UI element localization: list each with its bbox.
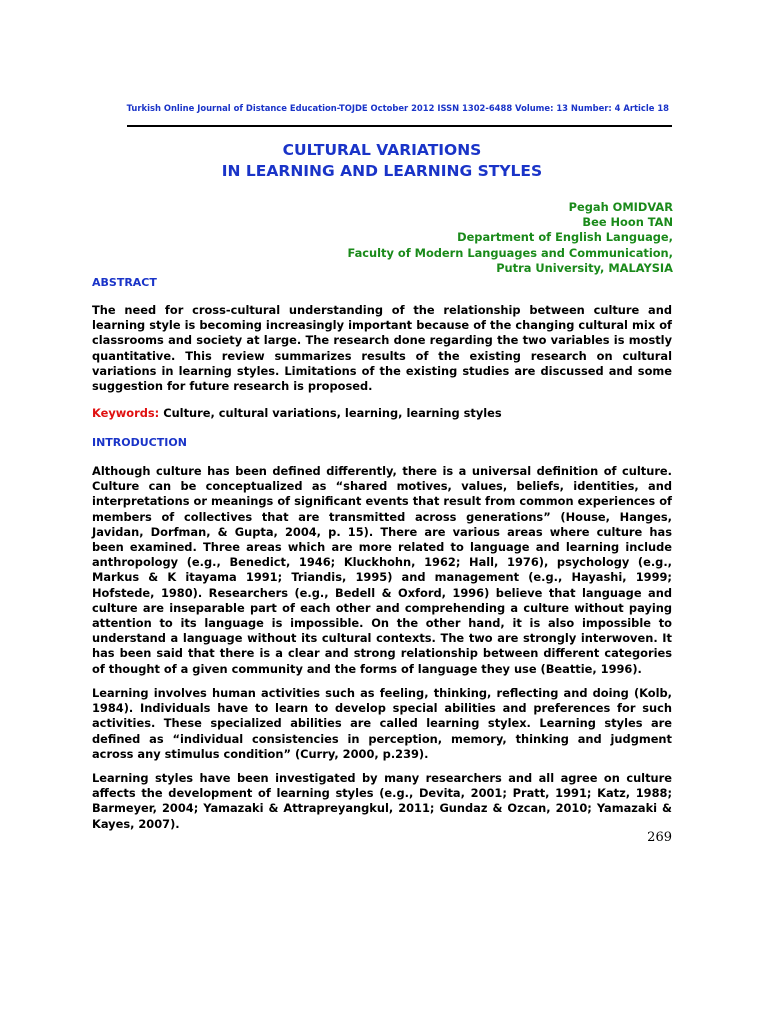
introduction-paragraph-1: [92, 464, 672, 677]
paragraph-line: Although culture has been defined differently, there is a universal definition of culture.: [92, 464, 672, 478]
author-name-2: Bee Hoon TAN: [582, 215, 673, 230]
header-rule: [127, 125, 672, 127]
paragraph-line: been examined. Three areas which are more related to language and learning include: [92, 540, 672, 555]
paragraph-line: culture are inseparable part of each other and comprehending a culture without paying: [92, 600, 672, 615]
paragraph-line: understand a language without its cultural contexts. The two are strongly interwoven. It: [92, 631, 672, 646]
paragraph-line: defined as “individual consistencies in perception, memory, thinking and judgment: [92, 731, 672, 746]
abstract-paragraph: [92, 303, 672, 394]
author-name-1: Pegah OMIDVAR: [568, 200, 673, 214]
paragraph-line: interpretations or meanings of significant events that result from common experiences of: [92, 494, 672, 509]
abstract-line: variations in learning styles. Limitations of the existing studies are discussed and some: [92, 363, 672, 378]
paragraph-line: of thought of a given community and the forms of language they use (Beattie, 1996).: [92, 661, 642, 676]
title-line-2: IN LEARNING AND LEARNING STYLES: [221, 162, 543, 180]
paragraph-line: Barmeyer, 2004; Yamazaki & Attrapreyangkul, 2011; Gundaz & Ozcan, 2010; Yamazaki &: [92, 801, 672, 816]
author-block: [300, 200, 673, 276]
paragraph-line: Learning styles have been investigated by many researchers and all agree on culture: [92, 771, 672, 785]
paragraph-line: attention to its language is impossible. On the other hand, it is also impossible to: [92, 616, 672, 631]
keywords-line: [92, 406, 502, 420]
paragraph-line: Culture can be conceptualized as “shared motives, values, beliefs, identities, and: [92, 479, 672, 494]
title-line-1: CULTURAL VARIATIONS: [282, 141, 482, 159]
paragraph-line: Hofstede, 1980). Researchers (e.g., Bedell & Oxford, 1996) believe that language and: [92, 585, 672, 600]
paragraph-line: Javidan, Dorfman, & Gupta, 2004, p. 15). There are various areas where culture has: [92, 524, 672, 539]
paragraph-line: affects the development of learning styles (e.g., Devita, 2001; Pratt, 1991; Katz, 1988;: [92, 786, 672, 801]
paper-title: [92, 140, 672, 182]
paragraph-line: has been said that there is a clear and strong relationship between different categories: [92, 646, 672, 661]
abstract-line: classrooms and society at large. The research done regarding the two variables is mostly: [92, 333, 672, 348]
keywords-text: Culture, cultural variations, learning, learning styles: [163, 406, 502, 420]
abstract-line: The need for cross-cultural understanding of the relationship between culture and: [92, 303, 672, 317]
abstract-line: suggestion for future research is proposed.: [92, 379, 373, 394]
introduction-paragraph-3: [92, 771, 672, 832]
introduction-paragraph-2: [92, 686, 672, 762]
paragraph-line: Markus & K itayama 1991; Triandis, 1995) and management (e.g., Hayashi, 1999;: [92, 570, 672, 585]
introduction-heading: INTRODUCTION: [92, 436, 187, 449]
paragraph-line: activities. These specialized abilities are called learning stylex. Learning styles are: [92, 716, 672, 731]
paragraph-line: across any stimulus condition” (Curry, 2000, p.239).: [92, 746, 429, 761]
author-university: Putra University, MALAYSIA: [496, 260, 673, 275]
keywords-label: Keywords:: [92, 406, 160, 420]
paragraph-line: anthropology (e.g., Benedict, 1946; Kluckhohn, 1962; Hall, 1976), psychology (e.g.,: [92, 555, 672, 570]
abstract-heading: ABSTRACT: [92, 276, 157, 289]
paragraph-line: Kayes, 2007).: [92, 816, 180, 831]
page-number: 269: [647, 830, 672, 845]
author-department: Department of English Language,: [457, 230, 673, 245]
paragraph-line: 1984). Individuals have to learn to develop special abilities and preferences for such: [92, 701, 672, 716]
paragraph-line: Learning involves human activities such as feeling, thinking, reflecting and doing (Kolb,: [92, 686, 672, 700]
author-faculty: Faculty of Modern Languages and Communication,: [347, 245, 673, 260]
paragraph-line: members of collectives that are transmitted across generations” (House, Hanges,: [92, 509, 672, 524]
abstract-line: learning style is becoming increasingly important because of the changing cultural mix of: [92, 318, 672, 333]
journal-header: Turkish Online Journal of Distance Education-TOJDE October 2012 ISSN 1302-6488 Volume: 13 Number: 4 Article 18: [126, 103, 669, 113]
abstract-line: quantitative. This review summarizes results of the existing research on cultural: [92, 348, 672, 363]
